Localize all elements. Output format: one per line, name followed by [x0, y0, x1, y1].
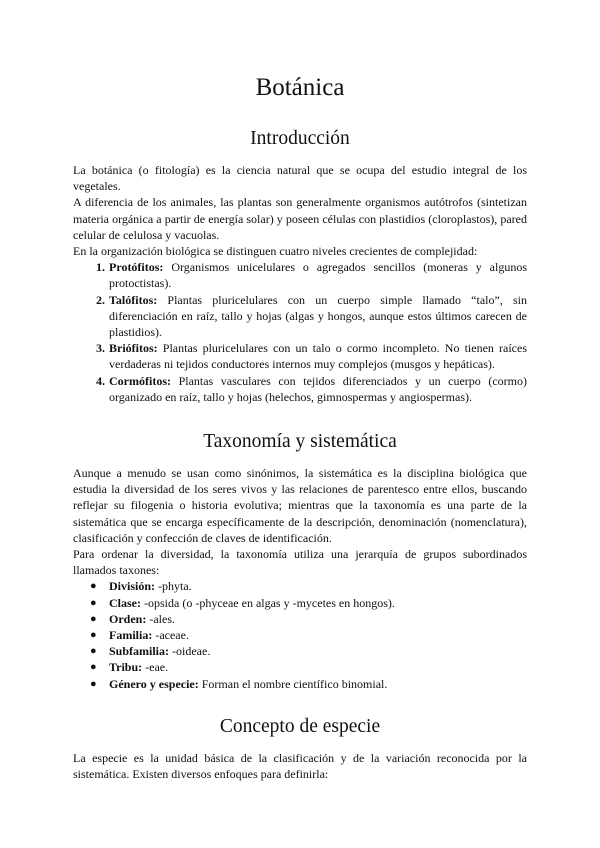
list-item-cormofitos	[73, 373, 527, 405]
taxonomy-paragraph-2: Para ordenar la diversidad, la taxonomía utiliza una jerarquía de grupos subordinados llamados taxones:	[73, 547, 527, 578]
taxon-ranks-list	[73, 578, 527, 691]
bullet-icon: ●	[90, 612, 97, 625]
list-item-division	[73, 578, 527, 594]
intro-paragraph-1: La botánica (o fitología) es la ciencia natural que se ocupa del estudio integral de los vegetales.	[73, 163, 527, 194]
complexity-levels-list	[73, 259, 527, 405]
list-text: -ales.	[149, 611, 175, 626]
list-number: 4.	[96, 373, 105, 388]
list-term: Orden:	[109, 611, 147, 626]
list-term: Talófitos:	[109, 292, 158, 307]
bullet-icon: ●	[90, 645, 97, 658]
bullet-icon: ●	[90, 661, 97, 674]
list-text: -eae.	[145, 660, 169, 675]
list-term: Briófitos:	[109, 341, 158, 356]
list-item-protofitos	[73, 259, 527, 291]
document-body	[73, 72, 527, 782]
list-item-talofitos	[73, 292, 527, 341]
section-heading-taxonomia: Taxonomía y sistemática	[203, 431, 397, 453]
bullet-icon: ●	[90, 580, 97, 593]
section-heading-especie: Concepto de especie	[219, 715, 381, 737]
intro-paragraph-3: En la organización biológica se distinguen cuatro niveles crecientes de complejidad:	[73, 244, 478, 259]
list-item-tribu	[73, 659, 527, 675]
list-number: 2.	[96, 292, 105, 307]
list-text: -aceae.	[155, 628, 189, 643]
list-text: Plantas vasculares con tejidos diferenciados y un cuerpo (cormo) organizado en raíz, tallo y hojas (helechos, gimnospermas y angiospermas).	[109, 373, 527, 404]
list-number: 1.	[96, 260, 105, 275]
list-text: Organismos unicelulares o agregados sencillos (moneras y algunos protoctistas).	[109, 260, 528, 291]
list-term: Cormófitos:	[109, 373, 171, 388]
list-item-clase	[73, 595, 527, 611]
list-term: Género y especie:	[109, 676, 199, 691]
list-term: Familia:	[109, 628, 153, 643]
list-item-genero-especie	[73, 676, 527, 692]
list-text: Forman el nombre científico binomial.	[201, 676, 388, 691]
section-heading-introduccion: Introducción	[250, 128, 350, 149]
list-item-familia	[73, 627, 527, 643]
taxonomy-paragraph-1: Aunque a menudo se usan como sinónimos, la sistemática es la disciplina biológica que estudia la diversidad de los seres vivos y las relaciones de parentesco entre ellos, buscando reflejar su filogenia o historia evolutiva; mientras que la taxonomía es una parte de la sistemática que se encarga específicamente de la descripción, denominación (nomenclatura), clasificación y confección de claves de identificación.	[73, 466, 527, 545]
intro-paragraph-2: A diferencia de los animales, las plantas son generalmente organismos autótrofos (sintetizan materia orgánica a partir de energía solar) y poseen células con plastidios (cloroplastos), pared celular de celulosa y vacuolas.	[73, 195, 527, 242]
list-term: Protófitos:	[109, 260, 164, 275]
list-term: Subfamilia:	[109, 644, 170, 659]
list-text: -oideae.	[172, 644, 211, 659]
list-text: Plantas pluricelulares con un talo o cormo incompleto. No tienen raíces verdaderas ni tejidos conductores internos muy complejos (musgos y hepáticas).	[109, 341, 528, 372]
list-term: Clase:	[109, 595, 141, 610]
list-item-subfamilia	[73, 643, 527, 659]
list-text: Plantas pluricelulares con un cuerpo simple llamado “talo”, sin diferenciación en raíz, tallo y hojas (algas y hongos, aunque estos últimos carecen de plastidios).	[109, 292, 527, 340]
list-text: -opsida (o -phyceae en algas y -mycetes en hongos).	[144, 595, 395, 610]
list-term: Tribu:	[109, 660, 143, 675]
bullet-icon: ●	[90, 677, 97, 690]
list-text: -phyta.	[158, 579, 192, 594]
species-paragraph-1: La especie es la unidad básica de la clasificación y de la variación reconocida por la sistemática. Existen diversos enfoques para definirla:	[73, 750, 527, 782]
list-item-briofitos	[73, 340, 527, 372]
list-term: División:	[109, 579, 156, 594]
list-number: 3.	[96, 341, 105, 356]
bullet-icon: ●	[90, 629, 97, 642]
bullet-icon: ●	[90, 596, 97, 609]
list-item-orden	[73, 611, 527, 627]
document-title: Botánica	[255, 74, 345, 101]
